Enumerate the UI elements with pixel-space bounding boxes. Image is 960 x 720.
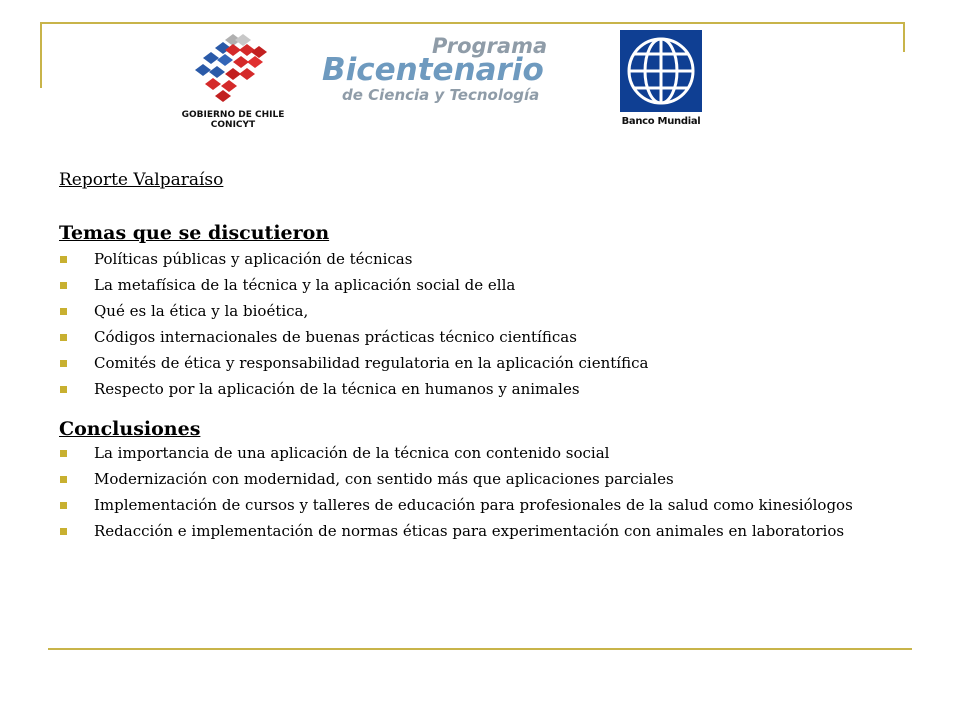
section2-heading: Conclusiones xyxy=(59,418,201,440)
frame-right-line xyxy=(903,22,905,52)
banco-mundial-globe-icon xyxy=(620,30,702,112)
list-item xyxy=(59,251,899,268)
section1-list xyxy=(59,251,899,398)
list-item xyxy=(59,523,899,540)
bullet-icon xyxy=(60,256,67,263)
gobierno-chile-emblem-icon xyxy=(178,28,288,108)
list-item-text: Modernización con modernidad, con sentido más que aplicaciones parciales xyxy=(94,470,674,488)
programa-bicentenario-logo xyxy=(322,30,562,110)
list-item-text: Qué es la ética y la bioética, xyxy=(94,302,309,320)
list-item xyxy=(59,277,899,294)
banco-mundial-logo xyxy=(620,30,702,130)
list-item-text: Implementación de cursos y talleres de educación para profesionales de la salud como kinesiólogos xyxy=(94,496,853,514)
bullet-icon xyxy=(60,528,67,535)
section2-list xyxy=(59,445,899,540)
list-item xyxy=(59,445,899,462)
bullet-icon xyxy=(60,502,67,509)
frame-left-line xyxy=(40,22,42,88)
programa-logo-line1: Programa xyxy=(432,34,548,58)
list-item xyxy=(59,355,899,372)
section1-heading: Temas que se discutieron xyxy=(59,222,330,244)
list-item xyxy=(59,303,899,320)
list-item-text: La importancia de una aplicación de la técnica con contenido social xyxy=(94,444,610,462)
list-item-text: La metafísica de la técnica y la aplicación social de ella xyxy=(94,276,516,294)
gobierno-logo-line2: CONICYT xyxy=(210,120,256,130)
gobierno-logo-text xyxy=(178,110,288,130)
list-item xyxy=(59,329,899,346)
bullet-icon xyxy=(60,282,67,289)
frame-bottom-line xyxy=(48,648,912,650)
list-item xyxy=(59,471,899,488)
gobierno-logo-line1: GOBIERNO DE CHILE xyxy=(181,110,285,120)
list-item-text: Redacción e implementación de normas éticas para experimentación con animales en laboratorios xyxy=(94,522,845,540)
report-title: Reporte Valparaíso xyxy=(59,170,224,190)
list-item xyxy=(59,497,899,514)
bullet-icon xyxy=(60,450,67,457)
frame-top-line xyxy=(40,22,904,24)
bullet-icon xyxy=(60,386,67,393)
programa-logo-line3: de Ciencia y Tecnología xyxy=(342,86,540,104)
list-item-text: Políticas públicas y aplicación de técnicas xyxy=(94,250,413,268)
list-item-text: Comités de ética y responsabilidad regulatoria en la aplicación científica xyxy=(94,354,649,372)
list-item-text: Respecto por la aplicación de la técnica en humanos y animales xyxy=(94,380,580,398)
list-item-text: Códigos internacionales de buenas prácticas técnico científicas xyxy=(94,328,577,346)
report-content xyxy=(59,170,899,540)
list-item xyxy=(59,381,899,398)
gobierno-chile-logo xyxy=(178,28,288,148)
bullet-icon xyxy=(60,476,67,483)
bullet-icon xyxy=(60,334,67,341)
programa-logo-line2: Bicentenario xyxy=(322,52,544,88)
bullet-icon xyxy=(60,360,67,367)
bullet-icon xyxy=(60,308,67,315)
banco-mundial-text: Banco Mundial xyxy=(621,116,701,127)
